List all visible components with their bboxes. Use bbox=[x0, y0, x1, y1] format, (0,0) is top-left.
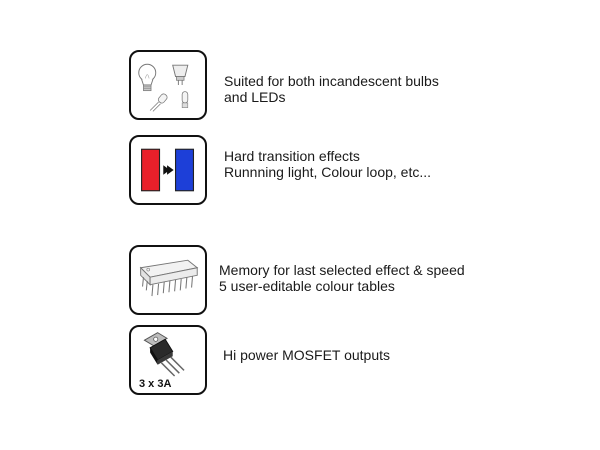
description-line: 5 user-editable colour tables bbox=[219, 278, 395, 294]
current-rating-badge: 3 x 3A bbox=[139, 378, 172, 390]
feature-description bbox=[224, 148, 431, 180]
description-line: Memory for last selected effect & speed bbox=[219, 262, 465, 278]
feature-description bbox=[219, 262, 465, 294]
mosfet-icon bbox=[129, 325, 207, 395]
description-line: Runnning light, Colour loop, etc... bbox=[224, 164, 432, 180]
description-line: and LEDs bbox=[224, 89, 286, 105]
transition-icon bbox=[129, 135, 207, 205]
description-line: Suited for both incandescent bulbs bbox=[224, 73, 439, 89]
memory-chip-icon bbox=[129, 245, 207, 315]
description-line: Hard transition effects bbox=[224, 148, 360, 164]
feature-description bbox=[223, 347, 390, 363]
feature-description bbox=[224, 73, 439, 105]
bulb-led-icon bbox=[129, 50, 207, 120]
description-line: Hi power MOSFET outputs bbox=[223, 347, 391, 363]
